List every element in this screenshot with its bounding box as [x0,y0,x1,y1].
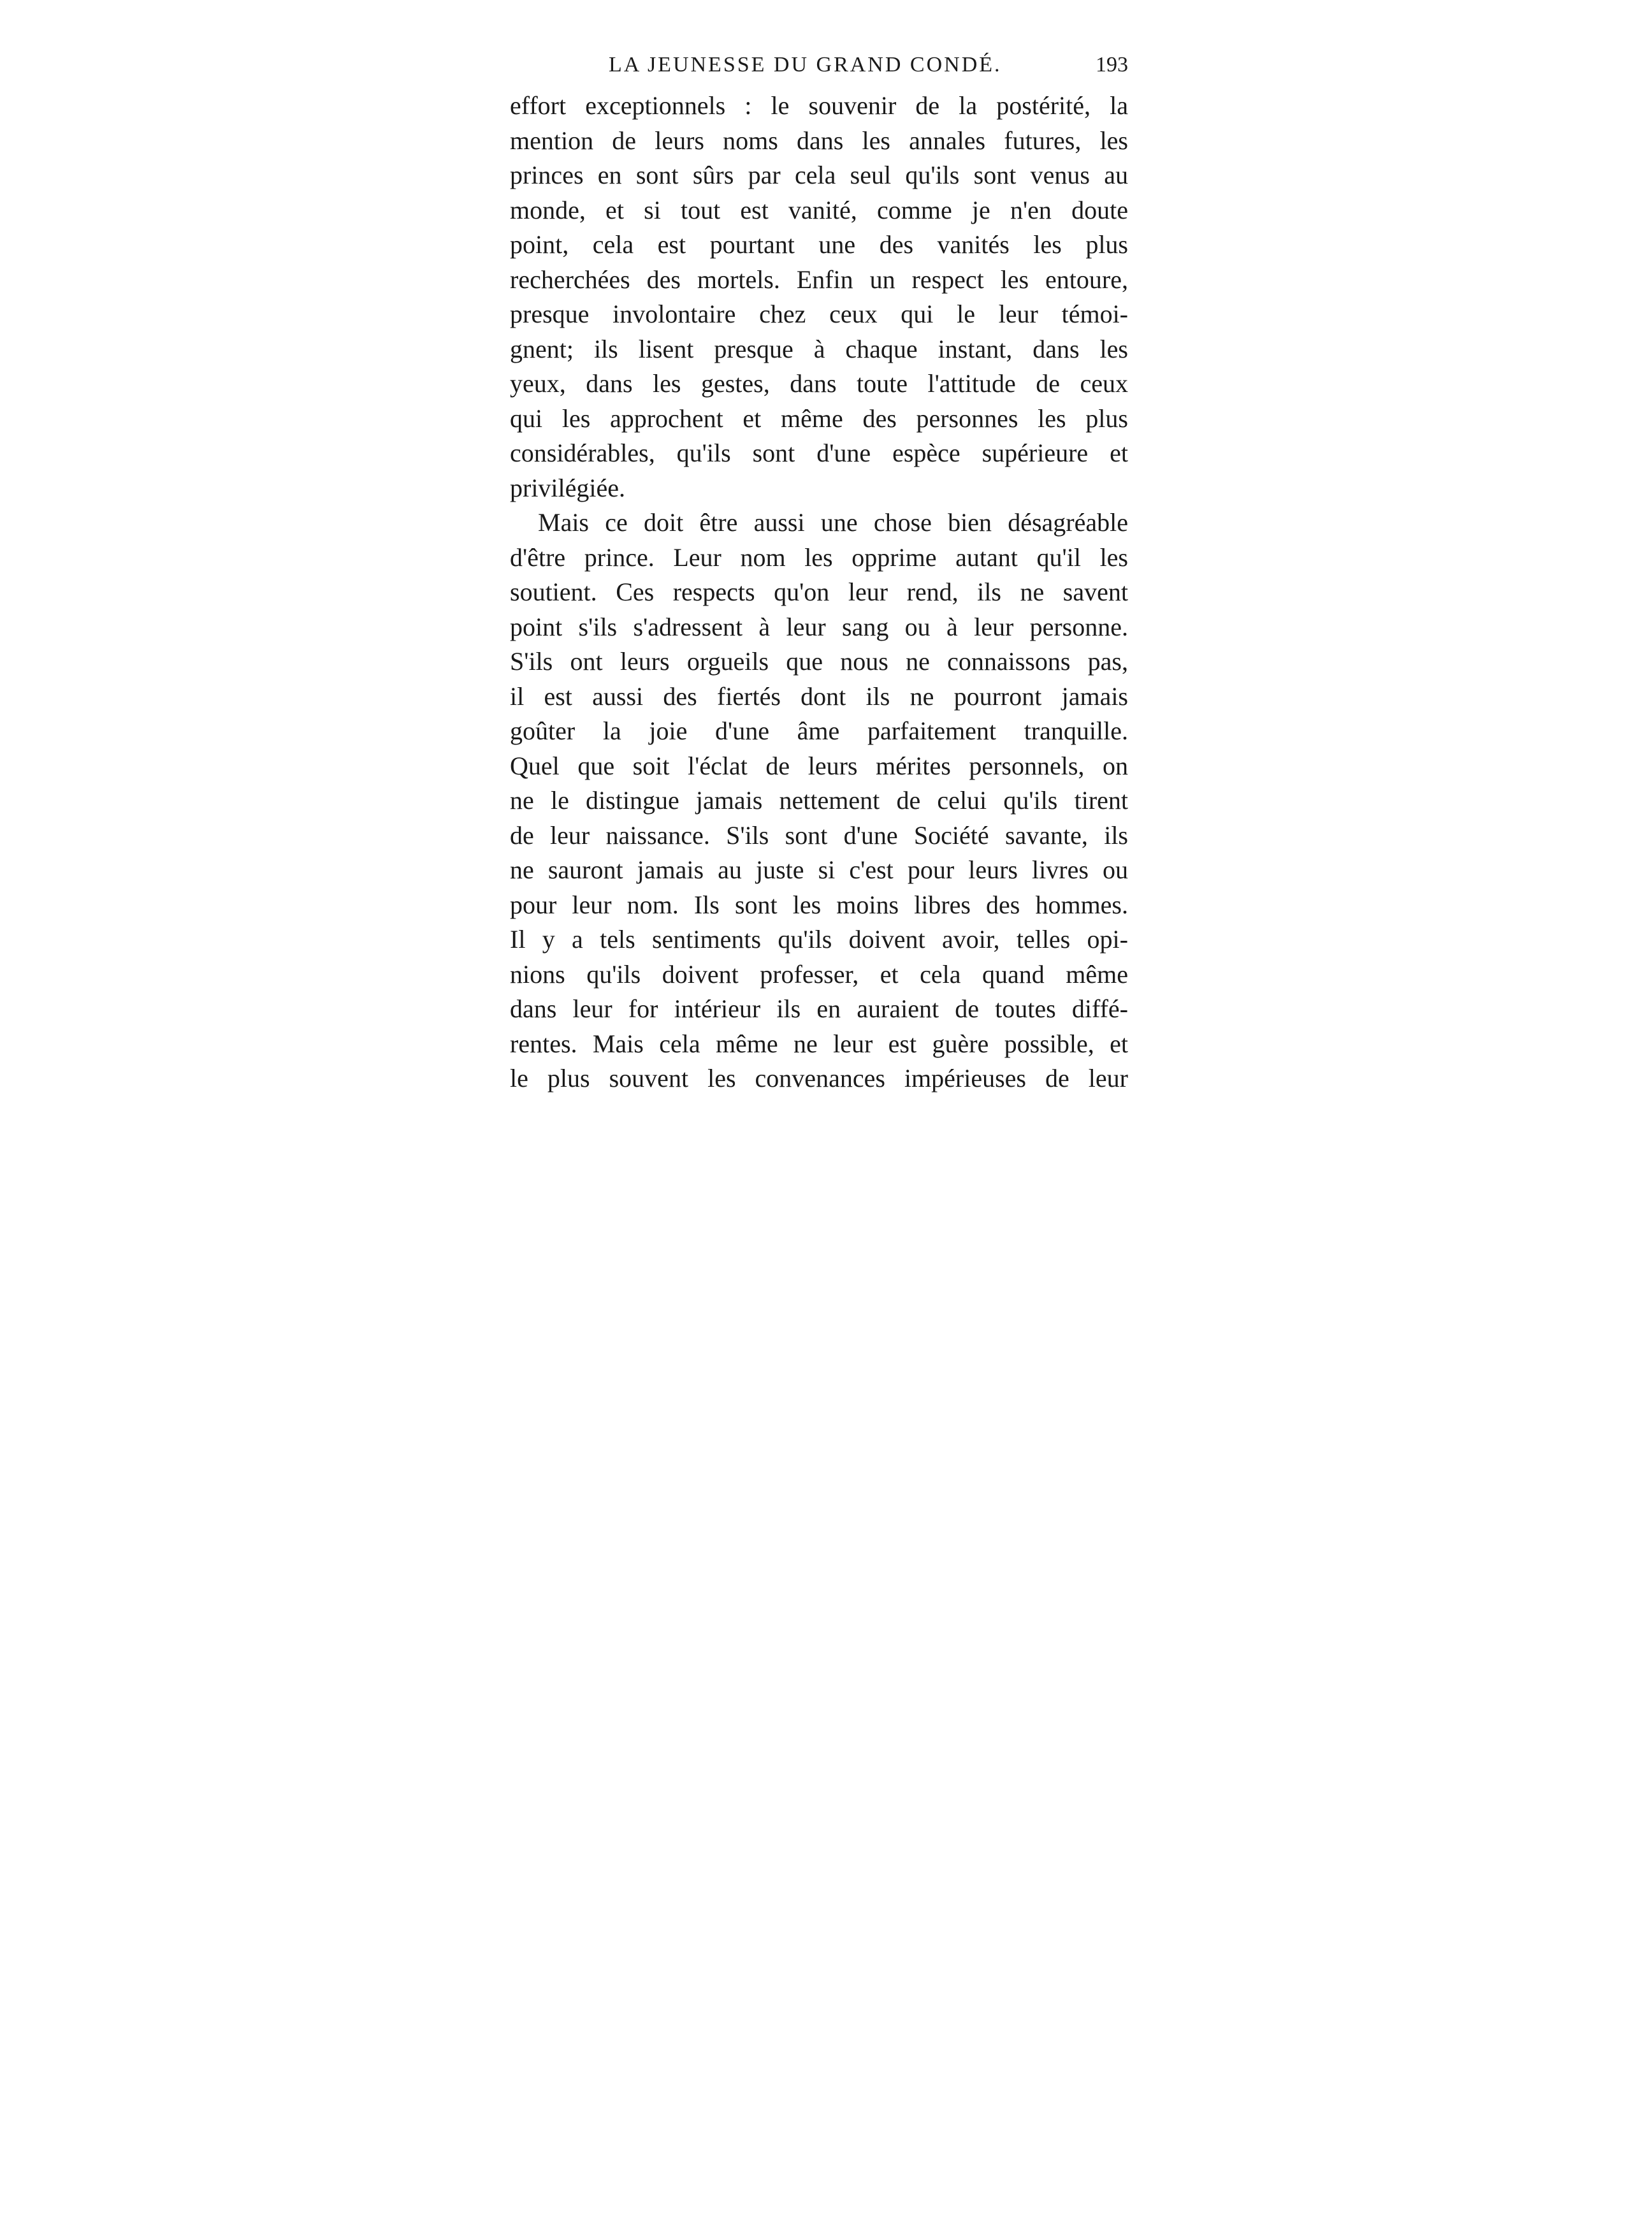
text-line: yeux, dans les gestes, dans toute l'attitude de ceux [510,369,1128,398]
text-line: il est aussi des fiertés dont ils ne pourront jamais [510,681,1128,711]
text-line: point, cela est pourtant une des vanités les plus [510,230,1128,259]
text-line: pour leur nom. Ils sont les moins libres des hommes. [510,890,1128,919]
text-line: rentes. Mais cela même ne leur est guère possible, et [510,1029,1128,1058]
text-line: monde, et si tout est vanité, comme je n'en doute [510,195,1128,224]
paragraph-continued [510,89,1128,505]
text-line: Il y a tels sentiments qu'ils doivent avoir, telles opi- [510,925,1128,954]
text-line: goûter la joie d'une âme parfaitement tranquille. [510,716,1128,745]
text-line: privilégiée. [510,473,626,502]
text-line: d'être prince. Leur nom les opprime autant qu'il les [510,542,1128,572]
text-line: Mais ce doit être aussi une chose bien désagréable [538,508,1128,537]
paragraph [510,505,1128,1096]
text-line: nions qu'ils doivent professer, et cela quand même [510,959,1128,989]
text-line: considérables, qu'ils sont d'une espèce supérieure et [510,439,1128,467]
text-line: ne le distingue jamais nettement de celui qu'ils tirent [510,786,1128,815]
text-line: le plus souvent les convenances impérieuses de leur [510,1064,1128,1093]
running-title: LA JEUNESSE DU GRAND CONDÉ. [609,53,1002,76]
body-text [510,89,1128,1096]
text-line: mention de leurs noms dans les annales futures, les [510,126,1128,155]
text-line: ne sauront jamais au juste si c'est pour leurs livres ou [510,855,1128,884]
text-line: gnent; ils lisent presque à chaque instant, dans les [510,334,1128,363]
text-line: point s'ils s'adressent à leur sang ou à leur personne. [510,612,1128,641]
page-number: 193 [1096,53,1128,76]
running-head [510,48,1128,82]
text-line: recherchées des mortels. Enfin un respect les entoure, [510,265,1128,294]
text-line: soutient. Ces respects qu'on leur rend, ils ne savent [510,577,1128,606]
text-line: dans leur for intérieur ils en auraient de toutes diffé- [510,994,1128,1023]
text-line: de leur naissance. S'ils sont d'une Société savante, ils [510,820,1128,850]
text-line: S'ils ont leurs orgueils que nous ne connaissons pas, [510,647,1128,676]
text-line: Quel que soit l'éclat de leurs mérites personnels, on [510,751,1128,780]
text-line: effort exceptionnels : le souvenir de la postérité, la [510,91,1128,120]
text-line: princes en sont sûrs par cela seul qu'ils sont venus au [510,161,1128,189]
text-line: presque involontaire chez ceux qui le leur témoi- [510,300,1128,328]
text-line: qui les approchent et même des personnes les plus [510,403,1128,433]
